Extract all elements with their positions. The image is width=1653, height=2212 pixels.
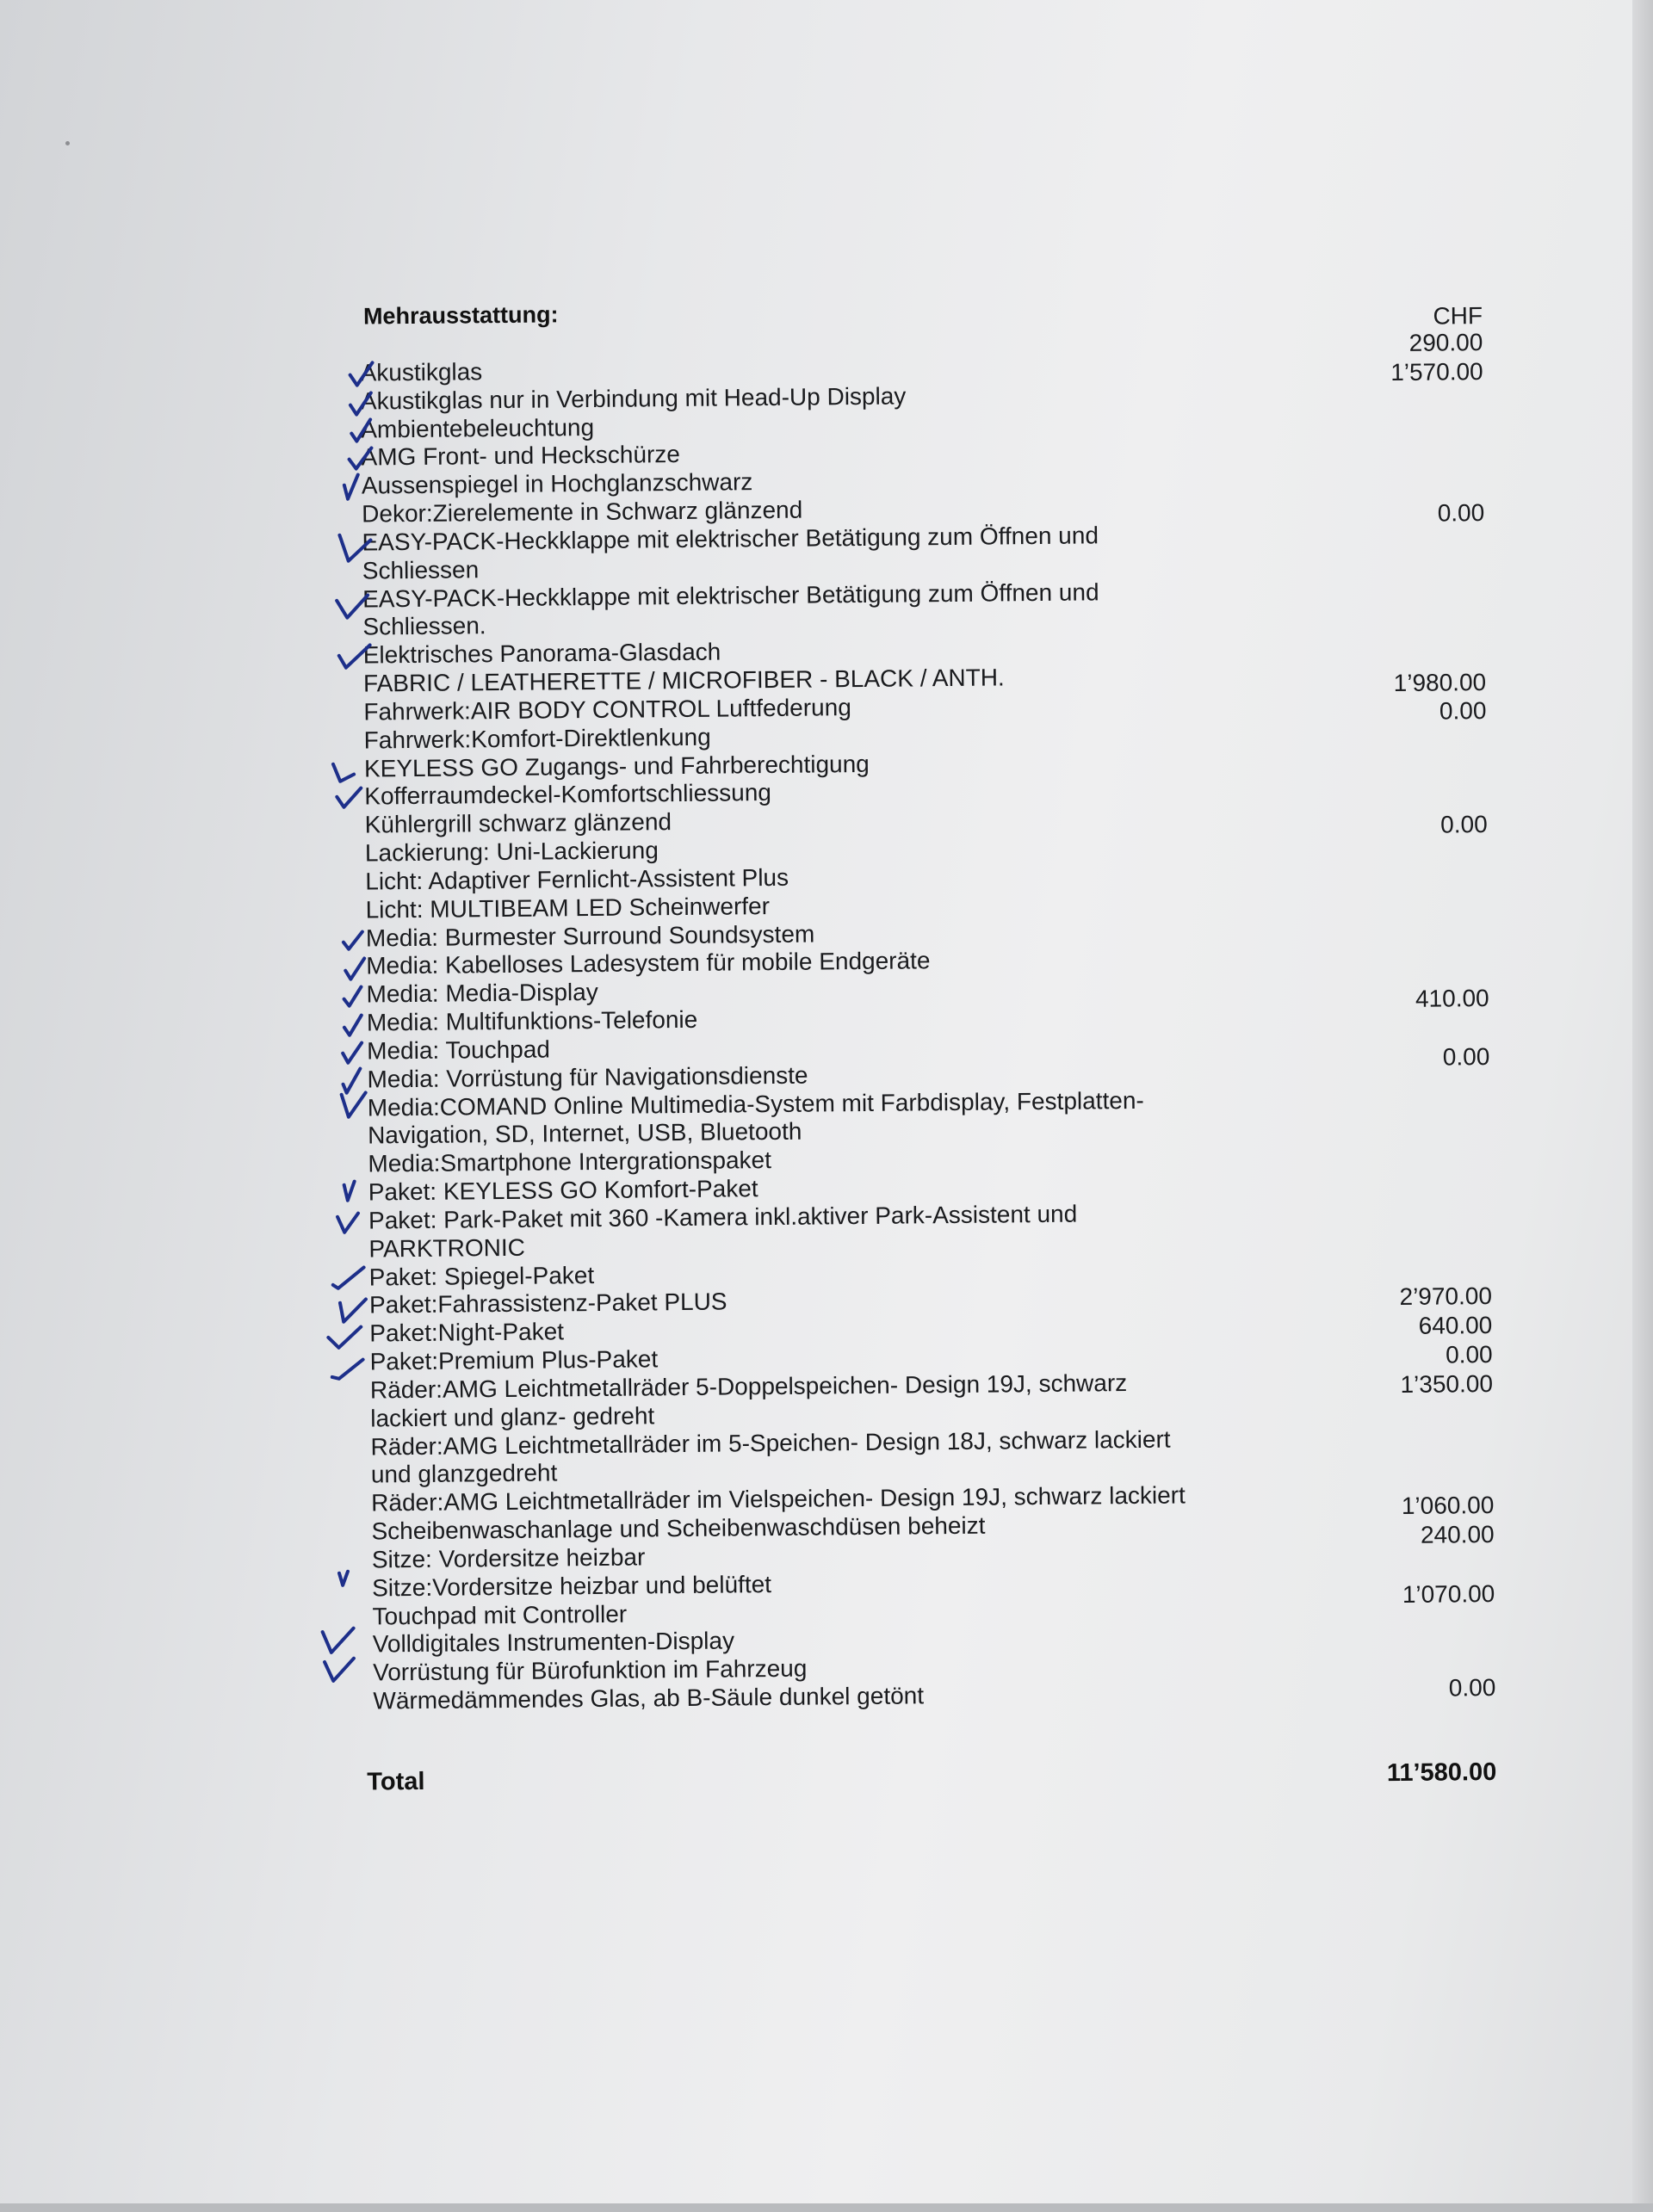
total-value: 11’580.00: [1386, 1758, 1497, 1788]
section-heading: Mehrausstattung:: [362, 301, 559, 330]
item-line: Kühlergrill schwarz glänzend: [364, 808, 672, 838]
price-value: 2’970.00: [1399, 1282, 1493, 1311]
item-line: Wärmedämmendes Glas, ab B-Säule dunkel getönt: [373, 1682, 925, 1715]
item-line: und glanzgedreht: [370, 1459, 558, 1488]
item-line: lackiert und glanz- gedreht: [370, 1402, 655, 1432]
checkmark-icon: [334, 1206, 374, 1240]
item-line: Media:Smartphone Intergrationspaket: [368, 1146, 772, 1177]
item-line: Dekor:Zierelemente in Schwarz glänzend: [362, 496, 803, 528]
price-value: 290.00: [1408, 329, 1483, 356]
item-line: PARKTRONIC: [368, 1233, 526, 1263]
item-line: Elektrisches Panorama-Glasdach: [362, 638, 721, 669]
item-line: Media: Vorrüstung für Navigationsdienste: [367, 1061, 808, 1093]
item-line: Paket:Fahrassistenz-Paket PLUS: [368, 1288, 727, 1319]
price-value: 1’060.00: [1401, 1491, 1495, 1519]
item-line: Kofferraumdeckel-Komfortschliessung: [364, 778, 772, 810]
price-value: 0.00: [1439, 697, 1487, 725]
item-line: Vorrüstung für Bürofunktion im Fahrzeug: [372, 1654, 808, 1686]
item-line: Volldigitales Instrumenten-Display: [372, 1627, 735, 1658]
price-value: 1’980.00: [1393, 669, 1487, 697]
item-line: Räder:AMG Leichtmetallräder 5-Doppelspeichen- Design 19J, schwarz: [369, 1369, 1128, 1404]
item-line: Fahrwerk:AIR BODY CONTROL Luftfederung: [363, 694, 851, 726]
item-line: Licht: MULTIBEAM LED Scheinwerfer: [365, 893, 771, 924]
item-line: EASY-PACK-Heckklappe mit elektrischer Betätigung zum Öffnen und: [362, 578, 1099, 613]
item-line: Media: Kabelloses Ladesystem für mobile Endgeräte: [366, 947, 931, 979]
price-value: 0.00: [1440, 811, 1488, 838]
checkmark-icon: [337, 469, 377, 504]
checkmark-icon: [321, 1653, 361, 1688]
item-line: KEYLESS GO Zugangs- und Fahrberechtigung: [363, 750, 870, 782]
checkmark-icon: [336, 638, 375, 672]
checkmark-icon: [325, 1320, 364, 1355]
item-line: Media: Media-Display: [366, 978, 598, 1008]
price-value: 1’570.00: [1390, 358, 1483, 386]
checkmark-icon: [334, 1564, 374, 1598]
price-value: 410.00: [1415, 984, 1489, 1012]
checkmark-icon: [336, 531, 375, 565]
item-line: Schliessen.: [362, 612, 486, 640]
item-line: Sitze:Vordersitze heizbar und belüftet: [372, 1571, 772, 1602]
checkmark-icon: [333, 781, 373, 815]
checkmark-icon: [329, 1353, 368, 1387]
item-line: Paket: Spiegel-Paket: [368, 1261, 595, 1291]
price-value: 0.00: [1445, 1340, 1493, 1369]
total-label: Total: [367, 1767, 425, 1796]
item-line: Sitze: Vordersitze heizbar: [371, 1543, 646, 1573]
item-line: Scheibenwaschanlage und Scheibenwaschdüsen beheizt: [371, 1511, 986, 1545]
item-line: Räder:AMG Leichtmetallräder im Vielspeichen- Design 19J, schwarz lackiert: [371, 1481, 1186, 1517]
currency-header: CHF: [1433, 302, 1483, 330]
item-line: Media: Burmester Surround Soundsystem: [365, 920, 815, 952]
item-line: Akustikglas nur in Verbindung mit Head-Up Display: [360, 382, 907, 415]
item-line: Media:COMAND Online Multimedia-System mit Farbdisplay, Festplatten-: [367, 1086, 1144, 1121]
price-value: 1’070.00: [1402, 1579, 1495, 1608]
price-value: 1’350.00: [1400, 1369, 1494, 1399]
item-line: Paket:Night-Paket: [369, 1318, 565, 1347]
checkmark-icon: [333, 588, 373, 622]
item-line: Akustikglas: [360, 358, 483, 386]
item-line: Ambientebeleuchtung: [361, 413, 595, 443]
checkmark-icon: [338, 1085, 378, 1120]
item-line: Lackierung: Uni-Lackierung: [364, 837, 659, 867]
item-line: Schliessen: [362, 556, 480, 584]
item-line: EASY-PACK-Heckklappe mit elektrischer Betätigung zum Öffnen und: [362, 522, 1099, 556]
item-line: Licht: Adaptiver Fernlicht-Assistent Plus: [365, 863, 789, 895]
price-value: 0.00: [1448, 1673, 1496, 1702]
item-line: Paket:Premium Plus-Paket: [369, 1345, 659, 1375]
item-line: Fahrwerk:Komfort-Direktlenkung: [363, 723, 711, 754]
item-line: FABRIC / LEATHERETTE / MICROFIBER - BLACK / ANTH.: [362, 664, 1005, 697]
item-line: Navigation, SD, Internet, USB, Bluetooth: [367, 1117, 802, 1149]
price-value: 240.00: [1420, 1520, 1495, 1548]
price-value: 640.00: [1418, 1311, 1493, 1339]
item-line: Paket: Park-Paket mit 360 -Kamera inkl.aktiver Park-Assistent und: [368, 1200, 1078, 1234]
item-line: Touchpad mit Controller: [372, 1600, 628, 1630]
item-line: AMG Front- und Heckschürze: [361, 440, 681, 471]
item-line: Paket: KEYLESS GO Komfort-Paket: [368, 1175, 758, 1206]
price-value: 0.00: [1437, 499, 1485, 527]
item-line: Media: Multifunktions-Telefonie: [366, 1005, 698, 1036]
item-line: Räder:AMG Leichtmetallräder im 5-Speichen- Design 18J, schwarz lackiert: [370, 1425, 1171, 1461]
item-line: Aussenspiegel in Hochglanzschwarz: [361, 468, 753, 499]
item-line: Media: Touchpad: [367, 1035, 551, 1065]
price-value: 0.00: [1442, 1042, 1490, 1071]
